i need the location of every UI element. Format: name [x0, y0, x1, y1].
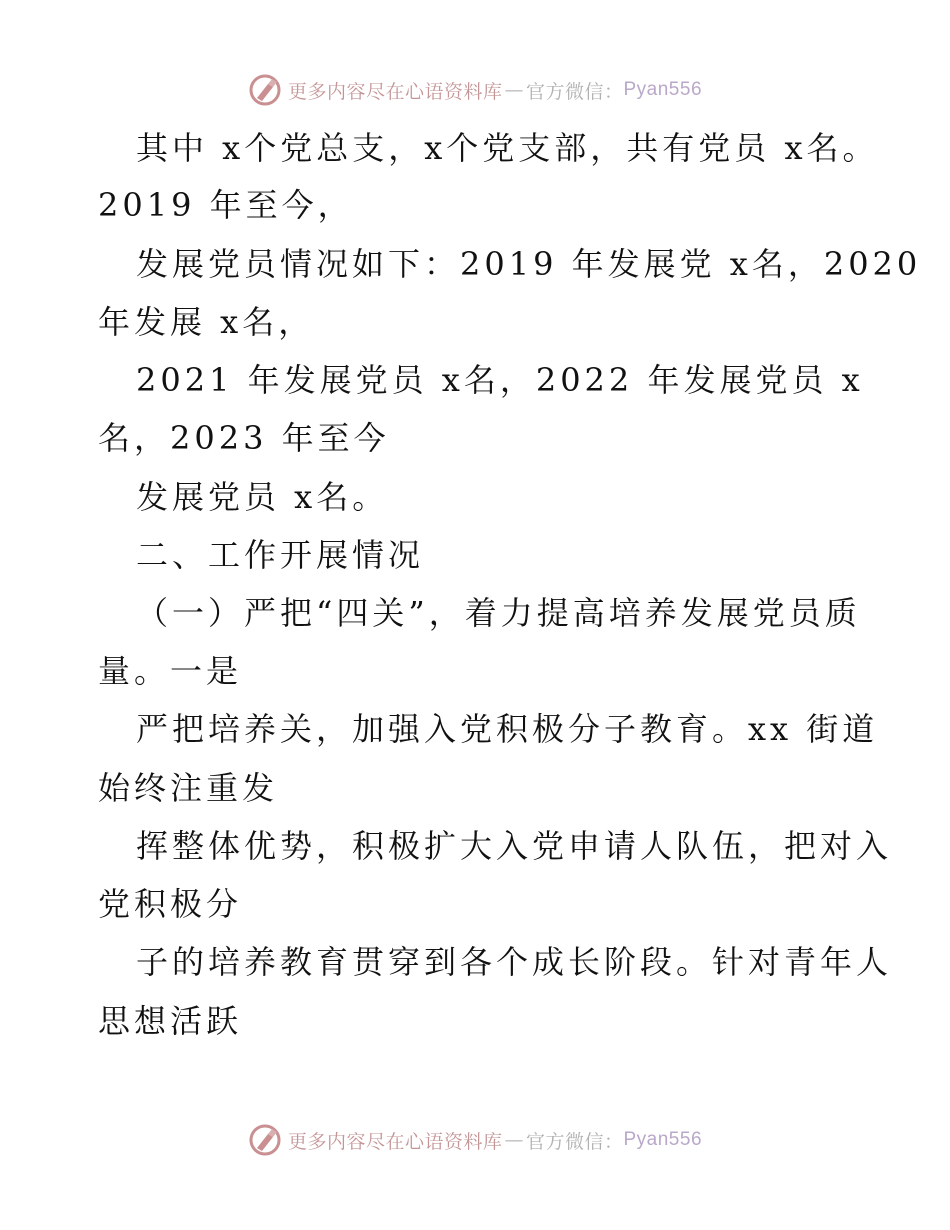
body-line: 其中 x个党总支，x个党支部，共有党员 x名。	[136, 129, 879, 167]
body-line: 量。一是	[98, 652, 243, 690]
watermark-official-label: 官方微信：	[525, 80, 624, 103]
section-heading: 二、工作开展情况	[136, 536, 425, 574]
watermark-official-label: 官方微信：	[525, 1130, 624, 1153]
body-line: 年发展 x名，	[98, 303, 315, 341]
body-line: 思想活跃	[98, 1002, 243, 1040]
body-line: （一）严把“四关”，着力提高培养发展党员质	[136, 594, 861, 632]
body-line: 2019 年至今，	[98, 186, 354, 224]
body-line: 发展党员情况如下：2019 年发展党 x名，2020	[136, 245, 922, 283]
watermark-separator: —	[504, 79, 524, 101]
body-line: 名，2023 年至今	[98, 419, 390, 457]
body-line: 挥整体优势，积极扩大入党申请人队伍，把对入	[136, 827, 893, 865]
footer-watermark	[0, 1120, 950, 1160]
watermark-wechat-id: Pyan556	[623, 1129, 703, 1150]
body-line: 发展党员 x名。	[136, 478, 389, 516]
watermark-wechat-id: Pyan556	[623, 79, 703, 100]
watermark-text: 更多内容尽在心语资料库	[287, 1130, 503, 1153]
body-line: 2021 年发展党员 x名，2022 年发展党员 x	[136, 361, 864, 399]
watermark-text: 更多内容尽在心语资料库	[287, 80, 503, 103]
watermark-separator: —	[504, 1129, 524, 1151]
body-line: 严把培养关，加强入党积极分子教育。xx 街道	[136, 710, 879, 748]
body-line: 始终注重发	[98, 769, 279, 807]
body-line: 子的培养教育贯穿到各个成长阶段。针对青年人	[136, 943, 893, 981]
pen-nib-logo-icon	[248, 1123, 282, 1157]
body-line: 党积极分	[98, 885, 243, 923]
